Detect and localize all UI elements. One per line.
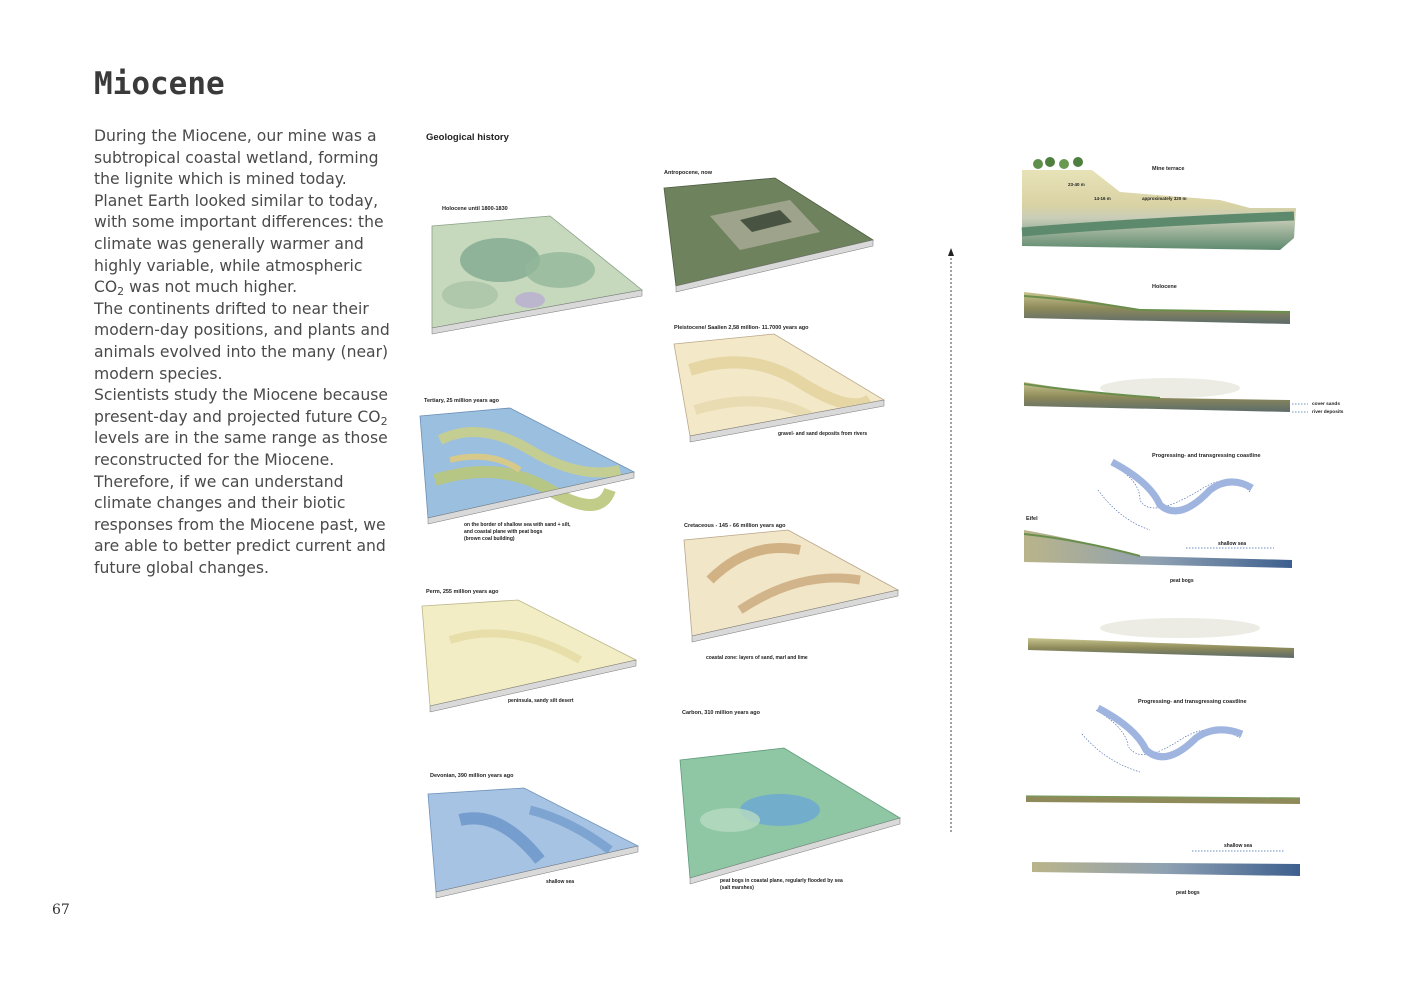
section-label: shallow sea bbox=[1218, 541, 1247, 547]
block-caption: on the border of shallow sea with sand + silt, bbox=[464, 522, 571, 528]
section-holocene bbox=[1024, 284, 1290, 324]
block-title: Carbon, 310 million years ago bbox=[682, 710, 760, 716]
page-number: 67 bbox=[52, 902, 70, 918]
section-label: Holocene bbox=[1152, 284, 1177, 290]
section-cover-sands bbox=[1024, 378, 1344, 415]
map-block-holocene bbox=[432, 206, 642, 334]
section-flat bbox=[1026, 796, 1300, 804]
dim-label: 23-40 m bbox=[1068, 182, 1085, 187]
section-coastline-1 bbox=[1098, 453, 1261, 530]
map-block-carbon bbox=[680, 710, 900, 891]
map-block-devonian bbox=[428, 773, 638, 898]
section-eifel bbox=[1024, 516, 1292, 584]
section-label: Eifel bbox=[1026, 516, 1038, 522]
block-title: Cretaceous - 145 - 66 million years ago bbox=[684, 523, 786, 529]
body-text bbox=[94, 126, 394, 579]
section-label: Progressing- and transgressing coastline bbox=[1138, 699, 1247, 705]
dim-label: 14-16 m bbox=[1094, 196, 1111, 201]
figure-heading: Geological history bbox=[426, 132, 509, 143]
map-block-perm bbox=[422, 589, 636, 712]
paragraph-1: During the Miocene, our mine was a subtropical coastal wetland, forming the lignite which is mined today. Planet Earth looked similar to today, with some important differences: the climate was generally warmer and highly variable, while atmospheric $CO_2$ was not much higher. bbox=[94, 127, 384, 299]
section-label: peat bogs bbox=[1176, 890, 1200, 896]
block-title: Perm, 255 million years ago bbox=[426, 589, 499, 595]
block-caption: shallow sea bbox=[546, 879, 575, 885]
section-mine-terrace bbox=[1022, 157, 1296, 250]
block-title: Devonian, 390 million years ago bbox=[430, 773, 514, 779]
block-caption: coastal zone: layers of sand, marl and lime bbox=[706, 655, 808, 661]
block-caption: gravel- and sand deposits from rivers bbox=[778, 431, 868, 437]
map-block-cretaceous bbox=[684, 523, 898, 661]
block-caption: peninsula, sandy silt desert bbox=[508, 698, 574, 704]
block-title: Tertiary, 25 million years ago bbox=[424, 398, 499, 404]
map-block-tertiary bbox=[420, 398, 634, 542]
dim-label: approximately 320 m bbox=[1142, 196, 1187, 201]
time-arrow bbox=[948, 248, 954, 832]
section-label: cover sands bbox=[1312, 402, 1340, 407]
block-caption: (salt marshes) bbox=[720, 885, 754, 891]
block-caption: peat bogs in coastal plane, regularly flooded by sea bbox=[720, 878, 843, 884]
block-caption: and coastal plane with peat bogs bbox=[464, 529, 543, 535]
section-shallow-sea bbox=[1032, 843, 1300, 896]
paragraph-3: Scientists study the Miocene because present-day and projected future $CO_2$ levels are in the same range as those reconstructed for the Miocene. Therefore, if we can understand climate changes and their biotic responses from the Miocene past, we are able to better predict current and future global changes. bbox=[94, 386, 388, 577]
section-label: Mine terrace bbox=[1152, 166, 1185, 172]
section-label: Progressing- and transgressing coastline bbox=[1152, 453, 1261, 459]
map-block-pleistocene bbox=[674, 325, 884, 442]
section-coastline-2 bbox=[1082, 699, 1247, 772]
section-stratum bbox=[1028, 618, 1294, 658]
section-label: river deposits bbox=[1312, 410, 1344, 415]
block-caption: (brown coal building) bbox=[464, 536, 515, 542]
block-title: Pleistocene/ Saalien 2,58 million- 11.7000 years ago bbox=[674, 325, 809, 331]
map-block-antropocene bbox=[664, 170, 873, 292]
page-title: Miocene bbox=[94, 66, 225, 102]
block-title: Holocene until 1800-1830 bbox=[442, 206, 508, 212]
block-title: Antropocene, now bbox=[664, 170, 712, 176]
paragraph-2: The continents drifted to near their modern-day positions, and plants and animals evolved into the many (near) modern species. bbox=[94, 299, 390, 383]
section-label: peat bogs bbox=[1170, 578, 1194, 584]
section-label: shallow sea bbox=[1224, 843, 1253, 849]
geological-history-figure bbox=[380, 120, 1370, 910]
